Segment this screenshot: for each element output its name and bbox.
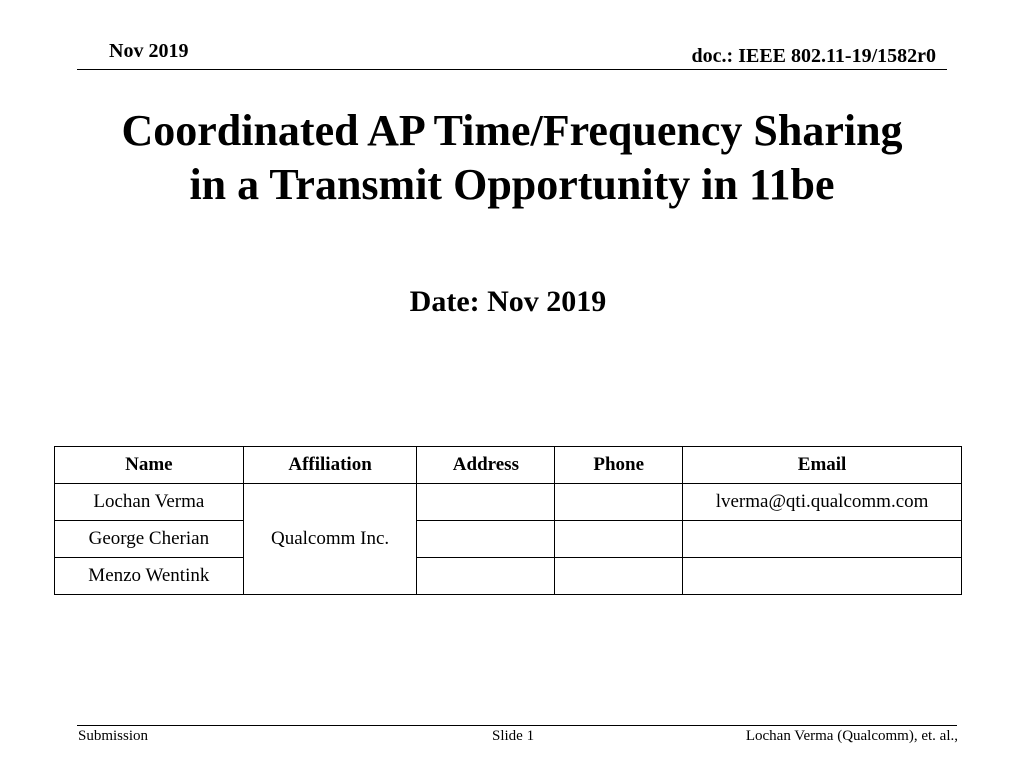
author-email: lverma@qti.qualcomm.com (683, 484, 962, 521)
author-phone (555, 484, 683, 521)
table-row (55, 484, 962, 521)
authors-table (54, 446, 962, 595)
footer-slide-number: Slide 1 (492, 728, 535, 744)
table-row (55, 521, 962, 558)
author-address (417, 484, 555, 521)
author-phone (555, 558, 683, 595)
header-date: Nov 2019 (109, 40, 189, 62)
column-header-affiliation: Affiliation (243, 447, 417, 484)
footer-divider (77, 725, 957, 726)
author-email (683, 558, 962, 595)
column-header-phone: Phone (555, 447, 683, 484)
author-address (417, 521, 555, 558)
slide-title-line-2: in a Transmit Opportunity in 11be (189, 160, 835, 209)
header-divider (77, 69, 947, 70)
column-header-email: Email (683, 447, 962, 484)
header-doc-id: doc.: IEEE 802.11-19/1582r0 (691, 45, 936, 67)
author-name: George Cherian (55, 521, 244, 558)
table-row (55, 558, 962, 595)
author-email (683, 521, 962, 558)
author-address (417, 558, 555, 595)
slide-title-line-1: Coordinated AP Time/Frequency Sharing (121, 106, 903, 155)
date-line: Date: Nov 2019 (409, 285, 607, 318)
table-header-row (55, 447, 962, 484)
author-affiliation: Qualcomm Inc. (243, 484, 417, 595)
column-header-name: Name (55, 447, 244, 484)
author-name: Lochan Verma (55, 484, 244, 521)
slide-title (0, 104, 1024, 212)
footer-author: Lochan Verma (Qualcomm), et. al., (745, 728, 958, 744)
column-header-address: Address (417, 447, 555, 484)
footer-submission: Submission (78, 728, 149, 744)
author-phone (555, 521, 683, 558)
author-name: Menzo Wentink (55, 558, 244, 595)
